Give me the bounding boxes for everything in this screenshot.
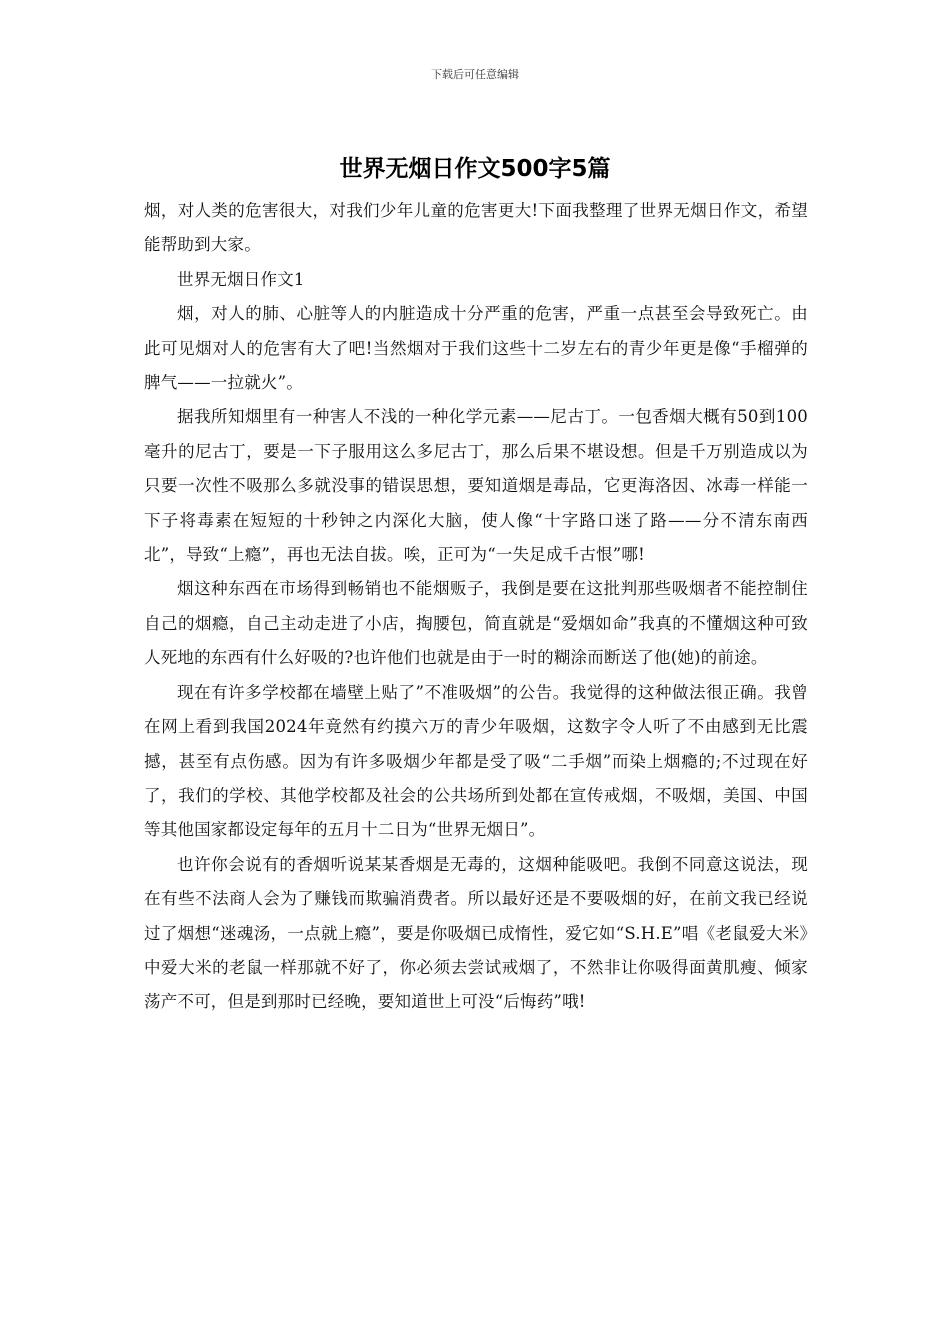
paragraph-section-heading: 世界无烟日作文1	[177, 269, 305, 289]
document-title: 世界无烟日作文500字5篇	[339, 156, 611, 182]
paragraph: 烟，对人的肺、心脏等人的内脏造成十分严重的危害，严重一点甚至会导致死亡。由此可见烟对人的危害有大了吧!当然烟对于我们这些十二岁左右的青少年更是像“手榴弹的脾气——一拉就火”。	[144, 304, 808, 393]
page-header-note: 下载后可任意编辑	[431, 68, 519, 81]
paragraph: 也许你会说有的香烟听说某某香烟是无毒的，这烟种能吸吧。我倒不同意这说法，现在有些不法商人会为了赚钱而欺骗消费者。所以最好还是不要吸烟的好，在前文我已经说过了烟想“迷魂汤，一点就上瘾”，要是你吸烟已成惰性，爱它如“S.H.E”唱《老鼠爱大米》中爱大米的老鼠一样那就不好了，你必须去尝试戒烟了，不然非让你吸得面黄肌瘦、倾家荡产不可，但是到那时已经晚，要知道世上可没“后悔药”哦!	[144, 854, 808, 1012]
paragraph: 烟这种东西在市场得到畅销也不能烟贩子，我倒是要在这批判那些吸烟者不能控制住自己的烟瘾，自己主动走进了小店，掏腰包，简直就是“爱烟如命”我真的不懂烟这种可致人死地的东西有什么好吸的?也许他们也就是由于一时的糊涂而断送了他(她)的前途。	[144, 579, 808, 668]
paragraph: 据我所知烟里有一种害人不浅的一种化学元素——尼古丁。一包香烟大概有50到100毫升的尼古丁，要是一下子服用这么多尼古丁，那么后果不堪设想。但是千万别造成以为只要一次性不吸那么多就没事的错误思想，要知道烟是毒品，它更海洛因、冰毒一样能一下子将毒素在短短的十秒钟之内深化大脑，使人像“十字路口迷了路——分不清东南西北”，导致“上瘾”，再也无法自拔。唉，正可为“一失足成千古恨”哪!	[144, 407, 808, 565]
paragraph-intro: 烟，对人类的危害很大，对我们少年儿童的危害更大!下面我整理了世界无烟日作文，希望能帮助到大家。	[144, 201, 808, 255]
paragraph: 现在有许多学校都在墙壁上贴了”不准吸烟”的公告。我觉得的这种做法很正确。我曾在网上看到我国2024年竟然有约摸六万的青少年吸烟，这数字令人听了不由感到无比震撼，甚至有点伤感。因为有许多吸烟少年都是受了吸“二手烟”而染上烟瘾的;不过现在好了，我们的学校、其他学校都及社会的公共场所到处都在宣传戒烟，不吸烟，美国、中国等其他国家都设定每年的五月十二日为“世界无烟日”。	[144, 682, 808, 840]
document-body	[144, 194, 808, 1020]
